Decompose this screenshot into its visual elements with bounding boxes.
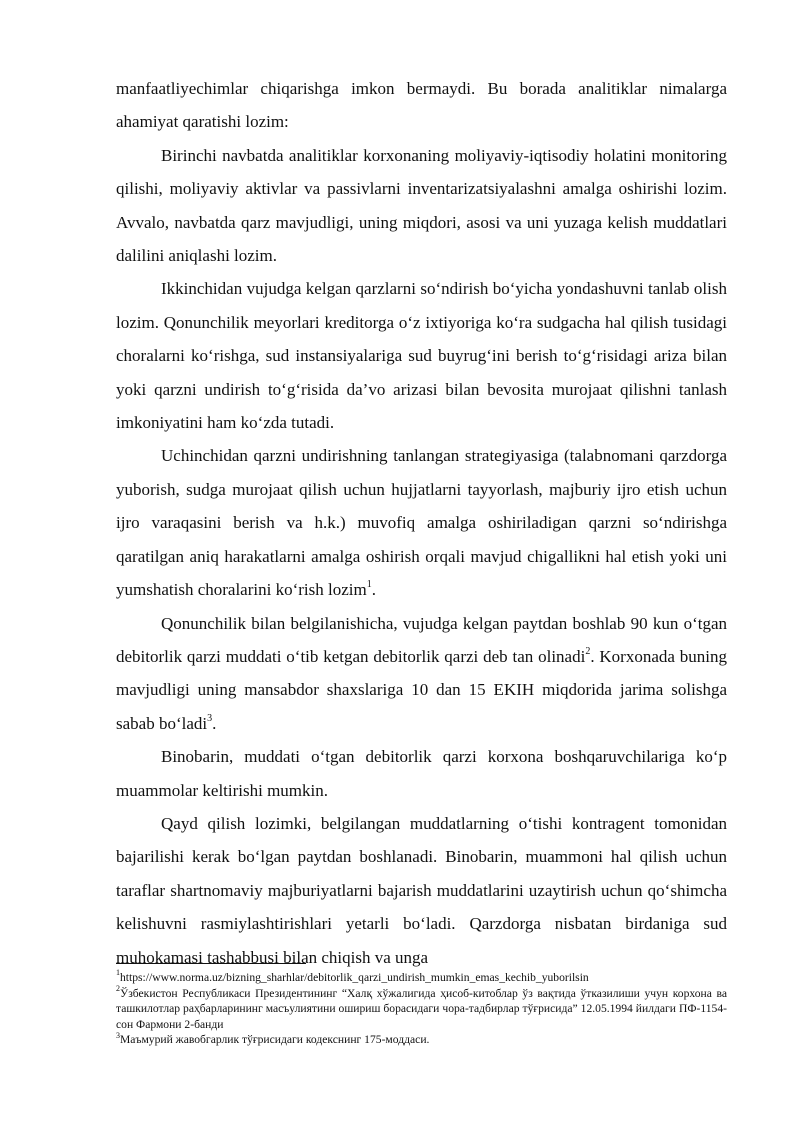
footnote [116, 983, 727, 1033]
paragraph-text: Binobarin, muddati o‘tgan debitorlik qarzi korxona boshqaruvchilariga ko‘p muammolar keltirishi mumkin. [116, 747, 727, 800]
paragraph [116, 72, 727, 139]
footnote-reference: 2 [585, 646, 591, 658]
footnote-reference: 1 [366, 579, 372, 591]
footnote [116, 1032, 727, 1048]
footnote-text: Ўзбекистон Республикаси Президентининг “Халқ хўжалигида ҳисоб-китоблар ўз вақтида ўтказилиши учун корхона ва ташкилотлар раҳбарларининг масъулиятини ошириш борасидаги чора-тадбирлар тўғрисида” 12.05.1994 йилдаги ПФ-1154-сон Фармони 2-банди [116, 986, 727, 1031]
paragraph [116, 272, 727, 439]
footnote-mark: 1 [116, 968, 120, 978]
footnote-reference: 3 [207, 713, 213, 725]
paragraph [116, 439, 727, 606]
footnotes [116, 970, 727, 1048]
footnote-separator [116, 963, 306, 964]
paragraph [116, 607, 727, 741]
paragraph-text: . Korxonada buning mavjudligi uning mansabdor shaxslariga 10 dan 15 EKIH miqdorida jarima solishga sabab bo‘ladi [116, 646, 727, 733]
paragraph-text: Qayd qilish lozimki, belgilangan muddatlarning o‘tishi kontragent tomonidan bajarilishi kerak bo‘lgan paytdan boshlanadi. Binobarin, muammoni hal qilish uchun taraflar shartnomaviy majburiyatlarni bajarish muddatlarini uzaytirish uchun qo‘shimcha kelishuvni rasmiylashtirishlari yetarli bo‘ladi. Qarzdorga nisbatan birdaniga sud muhokamasi tashabbusi bilan chiqish va unga [116, 813, 727, 967]
paragraph [116, 807, 727, 974]
paragraph [116, 139, 727, 273]
footnote-mark: 3 [116, 1030, 120, 1040]
paragraph-text: . [212, 713, 217, 733]
paragraph-text: Birinchi navbatda analitiklar korxonaning moliyaviy-iqtisodiy holatini monitoring qilishi, moliyaviy aktivlar va passivlarni inventarizatsiyalashni amalga oshirishi lozim. Avvalo, navbatda qarz mavjudligi, uning miqdori, asosi va uni yuzaga kelish muddatlari dalilini aniqlashi lozim. [116, 145, 727, 266]
footnote-text: Маъмурий жавобгарлик тўғрисидаги кодекснинг 175-моддаси. [120, 1033, 430, 1047]
footnote-text: https://www.norma.uz/bizning_sharhlar/debitorlik_qarzi_undirish_mumkin_emas_kechib_yuborilsin [120, 971, 589, 984]
paragraph [116, 740, 727, 807]
footnote-mark: 2 [116, 983, 120, 993]
paragraph-text: Uchinchidan qarzni undirishning tanlangan strategiyasiga (talabnomani qarzdorga yuborish, sudga murojaat qilish uchun hujjatlarni tayyorlash, majburiy ijro etish uchun ijro varaqasini berish va h.k.) muvofiq amalga oshiriladigan qarzni so‘ndirishga qaratilgan aniq harakatlarni amalga oshirish orqali mavjud chigallikni hal etish yoki uni yumshatish choralarini ko‘rish lozim [116, 446, 727, 600]
footnote [116, 970, 727, 986]
paragraph-text: Ikkinchidan vujudga kelgan qarzlarni so‘ndirish bo‘yicha yondashuvni tanlab olish lozim. Qonunchilik meyorlari kreditorga o‘z ixtiyoriga ko‘ra sudgacha hal qilish tusidagi choralarni ko‘rishga, sud instansiyalariga sud buyrug‘ini berish to‘g‘risidagi ariza bilan yoki qarzni undirish to‘g‘risida da’vo arizasi bilan bevosita murojaat qilishni tanlash imkoniyatini ham ko‘zda tutadi. [116, 279, 727, 433]
paragraph-text: manfaatliyechimlar chiqarishga imkon bermaydi. Bu borada analitiklar nimalarga ahamiyat qaratishi lozim: [116, 79, 727, 132]
paragraph-text: Qonunchilik bilan belgilanishicha, vujudga kelgan paytdan boshlab 90 kun o‘tgan debitorlik qarzi muddati o‘tib ketgan debitorlik qarzi deb tan olinadi [116, 613, 727, 666]
paragraph-text: . [371, 580, 376, 600]
body-text [116, 72, 727, 974]
